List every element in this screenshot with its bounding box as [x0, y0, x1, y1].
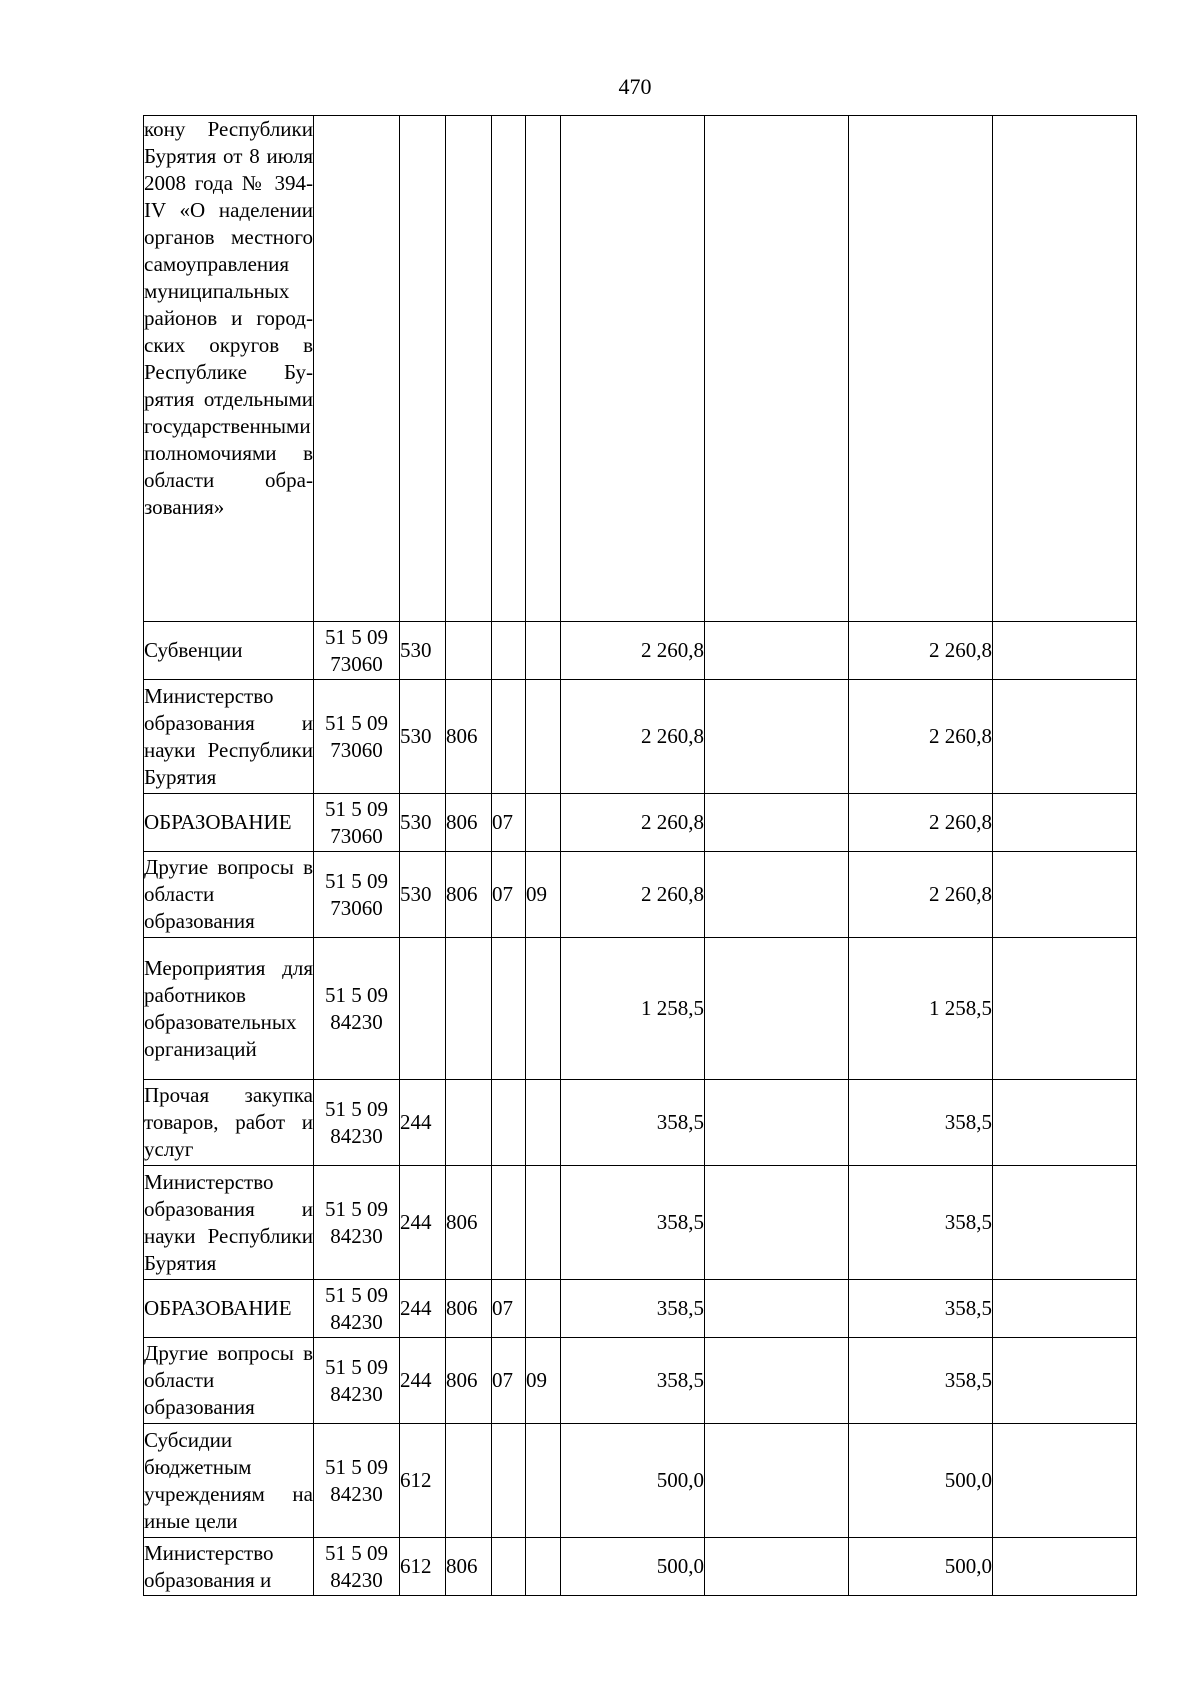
sum-cell-3: 1 258,5 [849, 938, 993, 1080]
pr-cell [526, 938, 561, 1080]
rz-cell [492, 1424, 526, 1538]
row-name-cell: Другие вопросы в области образования [144, 1338, 314, 1424]
sum-cell-2 [705, 680, 849, 794]
sum-cell-3: 2 260,8 [849, 680, 993, 794]
grbs-cell [446, 1080, 492, 1166]
sum-cell-4 [993, 1424, 1137, 1538]
vr-cell: 244 [400, 1280, 446, 1338]
csr-cell [314, 1538, 400, 1596]
sum-cell-2 [705, 1166, 849, 1280]
rz-cell: 07 [492, 794, 526, 852]
vr-cell: 530 [400, 680, 446, 794]
row-name-cell: Субвенции [144, 622, 314, 680]
table-row [144, 1166, 1137, 1280]
csr-code-line1: 51 5 09 [325, 1196, 388, 1221]
rz-cell [492, 938, 526, 1080]
rz-cell: 07 [492, 1280, 526, 1338]
page-number: 470 [618, 74, 652, 99]
vr-cell: 244 [400, 1080, 446, 1166]
table-row [144, 1338, 1137, 1424]
row-name-cell: Мероприятия для работников образовательных организаций [144, 938, 314, 1080]
sum-cell-3: 2 260,8 [849, 622, 993, 680]
pr-cell [526, 1424, 561, 1538]
vr-cell: 612 [400, 1538, 446, 1596]
sum-cell-2 [705, 852, 849, 938]
grbs-cell: 806 [446, 1538, 492, 1596]
csr-code-line2: 84230 [330, 1381, 383, 1406]
grbs-cell: 806 [446, 1166, 492, 1280]
sum-cell-1: 2 260,8 [561, 794, 705, 852]
rz-cell [492, 1080, 526, 1166]
row-name-cell: Другие вопросы в области образования [144, 852, 314, 938]
sum-cell-3: 358,5 [849, 1166, 993, 1280]
sum-cell-4 [993, 1338, 1137, 1424]
budget-table [143, 115, 1137, 1596]
sum-cell-1: 358,5 [561, 1280, 705, 1338]
row-name-cell: кону Республики Бурятия от 8 июля 2008 года № 394-IV «О наделении органов местного самоуправления муниципальных районов и городских округов в Республике Бурятия отдельными государственными полномочиями в области образования» [144, 116, 314, 622]
sum-cell-3: 500,0 [849, 1424, 993, 1538]
table-row [144, 1538, 1137, 1596]
sum-cell-4 [993, 622, 1137, 680]
sum-cell-3: 358,5 [849, 1080, 993, 1166]
table-row [144, 794, 1137, 852]
csr-code-line2: 84230 [330, 1481, 383, 1506]
row-name-cell: Министерство образования и науки Республики Бурятия [144, 1166, 314, 1280]
pr-cell: 09 [526, 852, 561, 938]
csr-code-line2: 84230 [330, 1567, 383, 1592]
sum-cell-3: 2 260,8 [849, 852, 993, 938]
sum-cell-1: 358,5 [561, 1338, 705, 1424]
vr-cell: 612 [400, 1424, 446, 1538]
sum-cell-2 [705, 938, 849, 1080]
table-row [144, 1280, 1137, 1338]
csr-cell [314, 680, 400, 794]
table-row [144, 938, 1137, 1080]
sum-cell-1: 358,5 [561, 1166, 705, 1280]
sum-cell-4 [993, 794, 1137, 852]
row-name-cell: ОБРАЗОВАНИЕ [144, 794, 314, 852]
sum-cell-4 [993, 1538, 1137, 1596]
rz-cell [492, 1166, 526, 1280]
sum-cell-4 [993, 680, 1137, 794]
vr-cell: 244 [400, 1166, 446, 1280]
row-name-cell: ОБРАЗОВАНИЕ [144, 1280, 314, 1338]
sum-cell-2 [705, 1538, 849, 1596]
sum-cell-4 [993, 116, 1137, 622]
pr-cell [526, 1166, 561, 1280]
table-row [144, 1080, 1137, 1166]
csr-code-line2: 84230 [330, 1223, 383, 1248]
csr-code-line2: 84230 [330, 1009, 383, 1034]
vr-cell: 530 [400, 852, 446, 938]
pr-cell [526, 1080, 561, 1166]
rz-cell [492, 1538, 526, 1596]
sum-cell-2 [705, 622, 849, 680]
csr-code-line1: 51 5 09 [325, 868, 388, 893]
table-row [144, 680, 1137, 794]
grbs-cell: 806 [446, 852, 492, 938]
sum-cell-3 [849, 116, 993, 622]
csr-code-line1: 51 5 09 [325, 1540, 388, 1565]
vr-cell: 530 [400, 622, 446, 680]
sum-cell-4 [993, 1166, 1137, 1280]
csr-code-line1: 51 5 09 [325, 1282, 388, 1307]
pr-cell [526, 1280, 561, 1338]
grbs-cell: 806 [446, 794, 492, 852]
sum-cell-1: 2 260,8 [561, 680, 705, 794]
csr-code-line2: 73060 [330, 895, 383, 920]
csr-cell [314, 1080, 400, 1166]
pr-cell [526, 622, 561, 680]
sum-cell-2 [705, 1280, 849, 1338]
pr-cell: 09 [526, 1338, 561, 1424]
csr-cell [314, 1166, 400, 1280]
row-name-cell: Министерство образования и науки Республики Бурятия [144, 680, 314, 794]
sum-cell-1: 1 258,5 [561, 938, 705, 1080]
rz-cell [492, 116, 526, 622]
sum-cell-2 [705, 1080, 849, 1166]
sum-cell-1: 500,0 [561, 1424, 705, 1538]
grbs-cell [446, 1424, 492, 1538]
csr-code-line2: 73060 [330, 823, 383, 848]
sum-cell-2 [705, 794, 849, 852]
csr-cell [314, 1338, 400, 1424]
sum-cell-2 [705, 1424, 849, 1538]
csr-cell [314, 938, 400, 1080]
table-row [144, 116, 1137, 622]
csr-cell [314, 852, 400, 938]
row-name-cell: Министерство образования и [144, 1538, 314, 1596]
sum-cell-1: 358,5 [561, 1080, 705, 1166]
grbs-cell [446, 938, 492, 1080]
csr-cell [314, 622, 400, 680]
pr-cell [526, 794, 561, 852]
table-body [144, 116, 1137, 1596]
sum-cell-4 [993, 852, 1137, 938]
table-row [144, 852, 1137, 938]
csr-cell [314, 794, 400, 852]
csr-cell [314, 1280, 400, 1338]
grbs-cell [446, 116, 492, 622]
csr-cell [314, 116, 400, 622]
sum-cell-4 [993, 1280, 1137, 1338]
sum-cell-3: 358,5 [849, 1338, 993, 1424]
vr-cell [400, 116, 446, 622]
csr-code-line2: 84230 [330, 1309, 383, 1334]
sum-cell-2 [705, 1338, 849, 1424]
table-row [144, 1424, 1137, 1538]
csr-code-line2: 84230 [330, 1123, 383, 1148]
rz-cell [492, 680, 526, 794]
grbs-cell: 806 [446, 680, 492, 794]
sum-cell-3: 358,5 [849, 1280, 993, 1338]
vr-cell [400, 938, 446, 1080]
csr-code-line1: 51 5 09 [325, 624, 388, 649]
pr-cell [526, 680, 561, 794]
csr-code-line1: 51 5 09 [325, 710, 388, 735]
sum-cell-2 [705, 116, 849, 622]
row-name-cell: Прочая закупка товаров, работ и услуг [144, 1080, 314, 1166]
sum-cell-4 [993, 1080, 1137, 1166]
grbs-cell: 806 [446, 1338, 492, 1424]
rz-cell [492, 622, 526, 680]
grbs-cell [446, 622, 492, 680]
sum-cell-4 [993, 938, 1137, 1080]
row-name-cell: Субсидии бюджетным учреждениям на иные цели [144, 1424, 314, 1538]
csr-code-line1: 51 5 09 [325, 1354, 388, 1379]
vr-cell: 244 [400, 1338, 446, 1424]
csr-cell [314, 1424, 400, 1538]
sum-cell-1: 2 260,8 [561, 622, 705, 680]
sum-cell-3: 500,0 [849, 1538, 993, 1596]
pr-cell [526, 1538, 561, 1596]
sum-cell-1: 2 260,8 [561, 852, 705, 938]
csr-code-line1: 51 5 09 [325, 796, 388, 821]
csr-code-line1: 51 5 09 [325, 982, 388, 1007]
csr-code-line2: 73060 [330, 651, 383, 676]
sum-cell-1: 500,0 [561, 1538, 705, 1596]
table-row [144, 622, 1137, 680]
vr-cell: 530 [400, 794, 446, 852]
sum-cell-1 [561, 116, 705, 622]
sum-cell-3: 2 260,8 [849, 794, 993, 852]
grbs-cell: 806 [446, 1280, 492, 1338]
pr-cell [526, 116, 561, 622]
csr-code-line2: 73060 [330, 737, 383, 762]
csr-code-line1: 51 5 09 [325, 1096, 388, 1121]
rz-cell: 07 [492, 852, 526, 938]
csr-code-line1: 51 5 09 [325, 1454, 388, 1479]
rz-cell: 07 [492, 1338, 526, 1424]
